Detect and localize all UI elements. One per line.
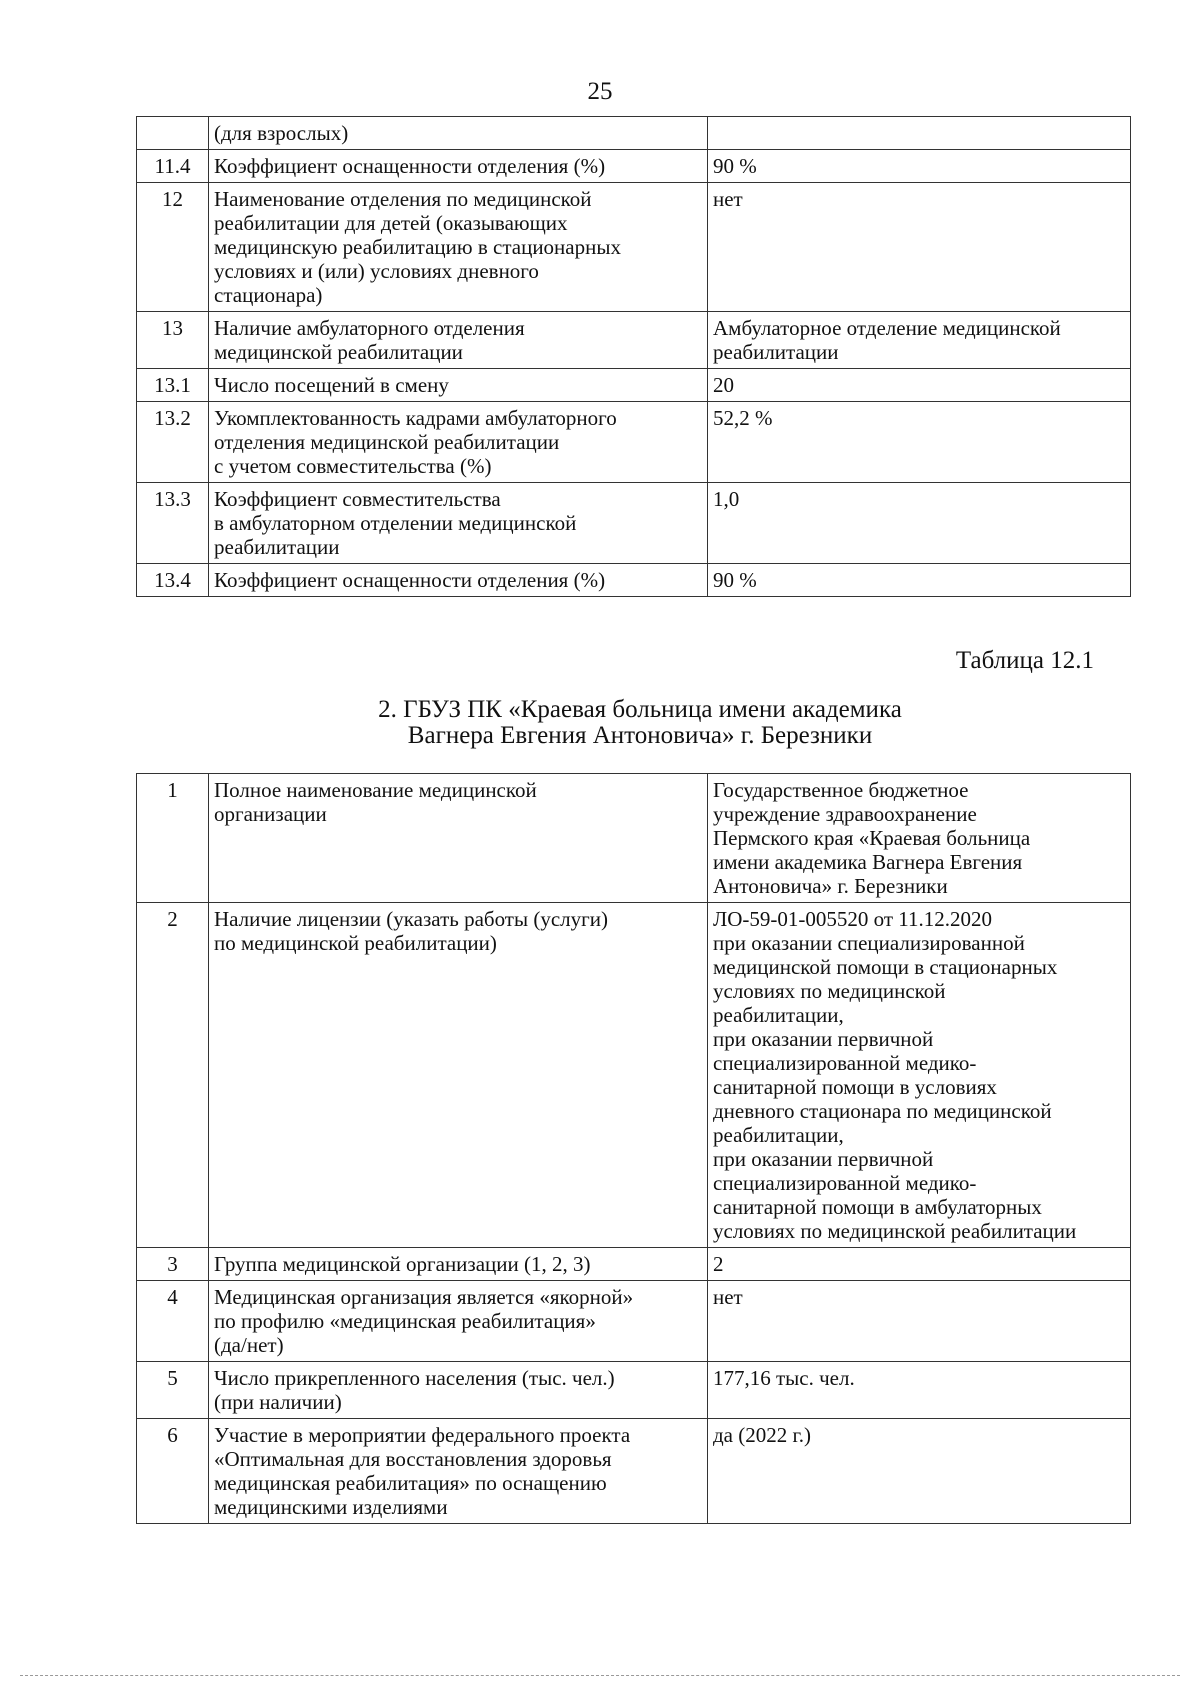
table-row (137, 903, 1131, 1248)
section-title: 2. ГБУЗ ПК «Краевая больница имени академика Вагнера Евгения Антоновича» г. Березники (378, 696, 902, 749)
row-number: 12 (137, 183, 209, 312)
indicator-value: 1,0 (708, 483, 1131, 564)
table-row (137, 402, 1131, 483)
row-number: 2 (137, 903, 209, 1248)
indicator-value: да (2022 г.) (708, 1419, 1131, 1524)
table-row (137, 564, 1131, 597)
indicator-name: Наличие лицензии (указать работы (услуги) по медицинской реабилитации) (209, 903, 708, 1248)
indicator-name: (для взрослых) (209, 117, 708, 150)
indicator-value: 90 % (708, 564, 1131, 597)
indicator-value: 90 % (708, 150, 1131, 183)
indicator-name: Наименование отделения по медицинской реабилитации для детей (оказывающих медицинскую реабилитацию в стационарных условиях и (или) условиях дневного стационара) (209, 183, 708, 312)
row-number: 11.4 (137, 150, 209, 183)
table-row (137, 1281, 1131, 1362)
row-number: 13 (137, 312, 209, 369)
row-number: 13.1 (137, 369, 209, 402)
table-row (137, 312, 1131, 369)
table-row (137, 183, 1131, 312)
table-caption: Таблица 12.1 (955, 647, 1094, 674)
indicator-value: 2 (708, 1248, 1131, 1281)
table-row (137, 774, 1131, 903)
indicator-name: Коэффициент совместительства в амбулаторном отделении медицинской реабилитации (209, 483, 708, 564)
table-row (137, 117, 1131, 150)
indicator-name: Коэффициент оснащенности отделения (%) (209, 150, 708, 183)
table-row (137, 150, 1131, 183)
indicator-name: Коэффициент оснащенности отделения (%) (209, 564, 708, 597)
page-number: 25 (587, 78, 613, 105)
row-number: 6 (137, 1419, 209, 1524)
table-row (137, 1362, 1131, 1419)
row-number: 13.4 (137, 564, 209, 597)
indicator-name: Число посещений в смену (209, 369, 708, 402)
indicator-name: Полное наименование медицинской организации (209, 774, 708, 903)
indicator-value: нет (708, 1281, 1131, 1362)
hospital-profile-table (136, 773, 1131, 1524)
indicator-name: Число прикрепленного населения (тыс. чел.) (при наличии) (209, 1362, 708, 1419)
table-row (137, 369, 1131, 402)
row-number: 5 (137, 1362, 209, 1419)
indicator-name: Группа медицинской организации (1, 2, 3) (209, 1248, 708, 1281)
row-number: 1 (137, 774, 209, 903)
indicator-value: 52,2 % (708, 402, 1131, 483)
row-number: 4 (137, 1281, 209, 1362)
indicator-name: Медицинская организация является «якорной» по профилю «медицинская реабилитация» (да/нет) (209, 1281, 708, 1362)
indicator-value: 177,16 тыс. чел. (708, 1362, 1131, 1419)
indicator-value: 20 (708, 369, 1131, 402)
page-bottom-edge (20, 1675, 1180, 1676)
row-number: 3 (137, 1248, 209, 1281)
indicators-table-continued (136, 116, 1131, 597)
row-number (137, 117, 209, 150)
indicator-value: ЛО-59-01-005520 от 11.12.2020 при оказании специализированной медицинской помощи в стационарных условиях по медицинской реабилитации, при оказании первичной специализированной медико- санитарной помощи в условиях дневного стационара по медицинской реабилитации, при оказании первичной специализированной медико- санитарной помощи в амбулаторных условиях по медицинской реабилитации (708, 903, 1131, 1248)
table-row (137, 483, 1131, 564)
indicator-value: Государственное бюджетное учреждение здравоохранение Пермского края «Краевая больница имени академика Вагнера Евгения Антоновича» г. Березники (708, 774, 1131, 903)
indicator-name: Укомплектованность кадрами амбулаторного отделения медицинской реабилитации с учетом совместительства (%) (209, 402, 708, 483)
indicator-value (708, 117, 1131, 150)
row-number: 13.3 (137, 483, 209, 564)
table-row (137, 1419, 1131, 1524)
indicator-name: Участие в мероприятии федерального проекта «Оптимальная для восстановления здоровья медицинская реабилитация» по оснащению медицинскими изделиями (209, 1419, 708, 1524)
table-row (137, 1248, 1131, 1281)
indicator-value: Амбулаторное отделение медицинской реабилитации (708, 312, 1131, 369)
indicator-name: Наличие амбулаторного отделения медицинской реабилитации (209, 312, 708, 369)
row-number: 13.2 (137, 402, 209, 483)
indicator-value: нет (708, 183, 1131, 312)
